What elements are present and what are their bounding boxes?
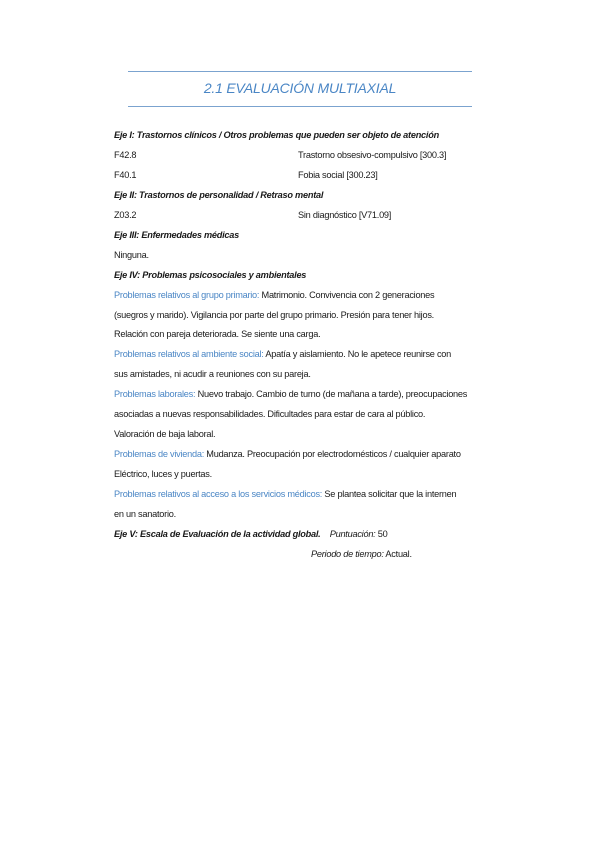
grupo-label: Problemas relativos al grupo primario: xyxy=(114,290,260,300)
grupo-text-1: Matrimonio. Convivencia con 2 generaciones xyxy=(259,290,435,300)
eje3-value: Ninguna. xyxy=(114,250,149,260)
eje4-heading: Eje IV: Problemas psicosociales y ambientales xyxy=(114,270,307,280)
laboral-text-3: Valoración de baja laboral. xyxy=(114,429,216,439)
servicios-line-1 xyxy=(114,488,456,500)
vivienda-label: Problemas de vivienda: xyxy=(114,449,204,459)
grupo-text-3: Relación con pareja deteriorada. Se siente una carga. xyxy=(114,329,321,339)
servicios-text-2: en un sanatorio. xyxy=(114,509,176,519)
eje2-code: Z03.2 xyxy=(114,210,137,220)
laboral-text-2: asociadas a nuevas responsabilidades. Dificultades para estar de cara al público. xyxy=(114,409,426,419)
section-title: 2.1 EVALUACIÓN MULTIAXIAL xyxy=(203,80,397,96)
eje1-code-1: F42.8 xyxy=(114,150,137,160)
social-text-1: Apatía y aislamiento. No le apetece reunirse con xyxy=(263,349,452,359)
servicios-text-1: Se plantea solicitar que la internen xyxy=(322,489,457,499)
laboral-line-1 xyxy=(114,388,467,400)
social-line-1 xyxy=(114,348,451,360)
eje5-heading: Eje V: Escala de Evaluación de la actividad global. xyxy=(114,529,321,539)
eje2-desc: Sin diagnóstico [V71.09] xyxy=(298,210,392,220)
top-rule xyxy=(128,71,472,72)
eje1-heading: Eje I: Trastornos clínicos / Otros problemas que pueden ser objeto de atención xyxy=(114,130,439,140)
bottom-rule xyxy=(128,106,472,107)
social-text-2: sus amistades, ni acudir a reuniones con su pareja. xyxy=(114,369,311,379)
eje5-line xyxy=(114,528,388,540)
puntuacion-label: Puntuación: xyxy=(329,529,376,539)
vivienda-line-1 xyxy=(114,448,461,460)
eje2-heading: Eje II: Trastornos de personalidad / Retraso mental xyxy=(114,190,324,200)
eje1-desc-1: Trastorno obsesivo-compulsivo [300.3] xyxy=(298,150,447,160)
eje1-code-2: F40.1 xyxy=(114,170,137,180)
vivienda-text-1: Mudanza. Preocupación por electrodomésticos / cualquier aparato xyxy=(204,449,461,459)
periodo-value: Actual. xyxy=(383,549,412,559)
servicios-label: Problemas relativos al acceso a los servicios médicos: xyxy=(114,489,323,499)
periodo-line xyxy=(311,548,412,560)
laboral-text-1: Nuevo trabajo. Cambio de turno (de mañana a tarde), preocupaciones xyxy=(195,389,468,399)
vivienda-text-2: Eléctrico, luces y puertas. xyxy=(114,469,212,479)
eje1-desc-2: Fobia social [300.23] xyxy=(298,170,378,180)
puntuacion-value: 50 xyxy=(375,529,388,539)
grupo-line-1 xyxy=(114,289,434,301)
laboral-label: Problemas laborales: xyxy=(114,389,196,399)
eje3-heading: Eje III: Enfermedades médicas xyxy=(114,230,240,240)
grupo-text-2: (suegros y marido). Vigilancia por parte del grupo primario. Presión para tener hijos. xyxy=(114,310,434,320)
periodo-label: Periodo de tiempo: xyxy=(311,549,384,559)
social-label: Problemas relativos al ambiente social: xyxy=(114,349,264,359)
